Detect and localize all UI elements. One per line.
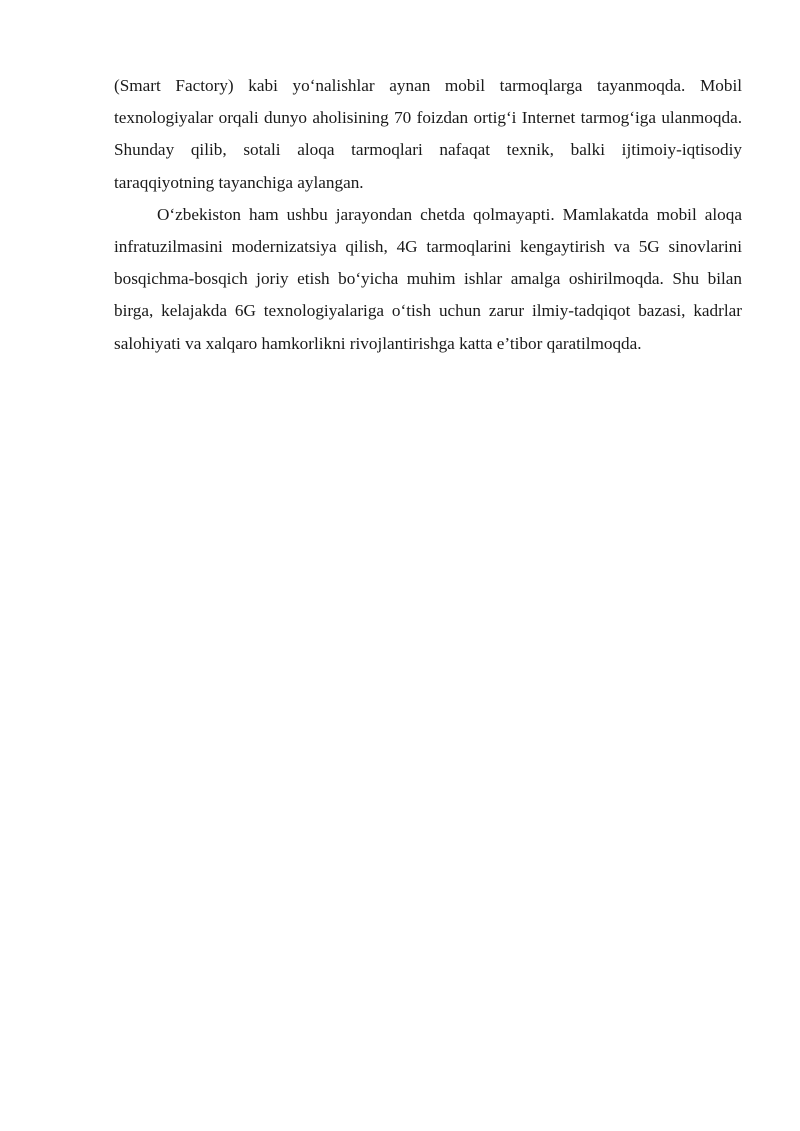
paragraph-uzbekistan: O‘zbekiston ham ushbu jarayondan chetda qolmayapti. Mamlakatda mobil aloqa infratuzilmasini modernizatsiya qilish, 4G tarmoqlarini kengaytirish va 5G sinovlarini bosqichma-bosqich joriy etish bo‘yicha muhim ishlar amalga oshirilmoqda. Shu bilan birga, kelajakda 6G texnologiyalariga o‘tish uchun zarur ilmiy-tadqiqot bazasi, kadrlar salohiyati va xalqaro hamkorlikni rivojlantirishga katta e’tibor qaratilmoqda. bbox=[114, 204, 742, 353]
document-body bbox=[114, 70, 742, 360]
paragraph-continuation: (Smart Factory) kabi yo‘nalishlar aynan mobil tarmoqlarga tayanmoqda. Mobil texnologiyalar orqali dunyo aholisining 70 foizdan ortig‘i Internet tarmog‘iga ulanmoqda. Shunday qilib, sotali aloqa tarmoqlari nafaqat texnik, balki ijtimoiy-iqtisodiy taraqqiyotning tayanchiga aylangan. bbox=[114, 76, 742, 192]
